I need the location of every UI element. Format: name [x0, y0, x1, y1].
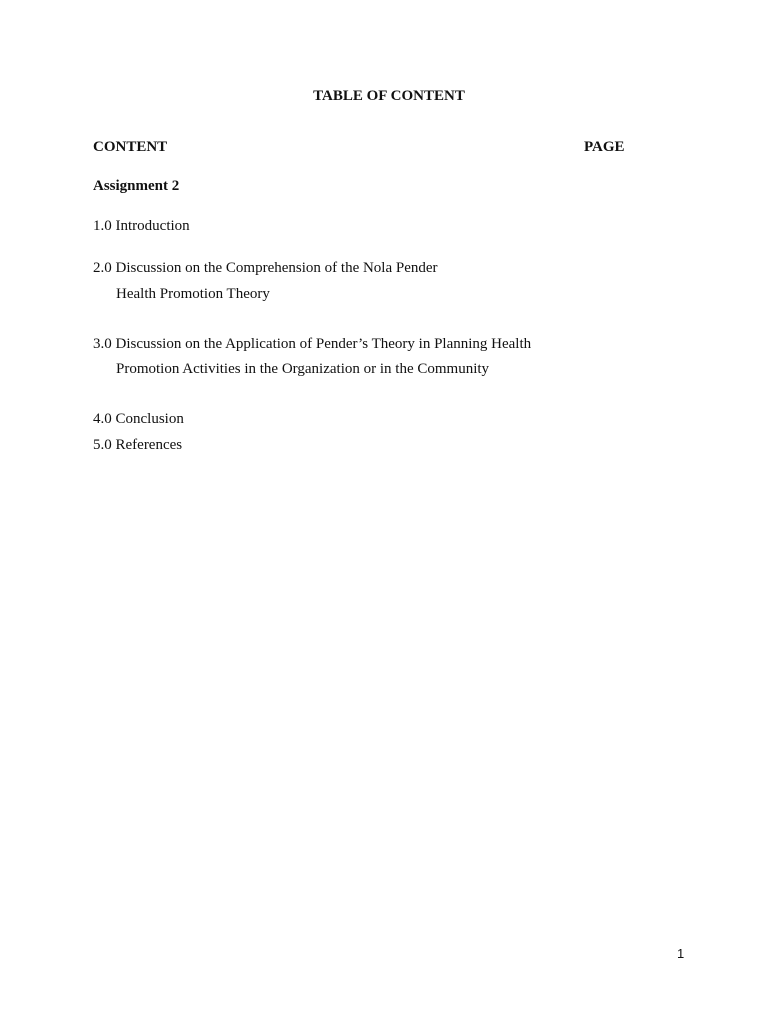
page-number: 1: [677, 946, 685, 961]
toc-entry-text: 2.0 Discussion on the Comprehension of the Nola Pender: [93, 260, 438, 276]
content-column-header: CONTENT: [93, 139, 168, 155]
toc-entry-continuation: Promotion Activities in the Organization or in the Community: [116, 361, 490, 377]
toc-entry-text: 5.0 References: [93, 437, 183, 453]
toc-entry-text: 3.0 Discussion on the Application of Pender’s Theory in Planning Health: [93, 336, 532, 352]
toc-entry-introduction: [93, 216, 190, 236]
toc-entry-comprehension: [93, 258, 438, 304]
toc-entry-application: [93, 334, 531, 379]
toc-entry-conclusion: [93, 409, 184, 429]
toc-title: TABLE OF CONTENT: [313, 88, 465, 104]
section-heading: Assignment 2: [93, 178, 180, 194]
page-column-header: PAGE: [584, 139, 625, 155]
toc-entry-text: 4.0 Conclusion: [93, 411, 184, 427]
toc-entry-text: 1.0 Introduction: [93, 218, 190, 234]
toc-entry-references: [93, 435, 182, 455]
toc-entry-continuation: Health Promotion Theory: [116, 286, 270, 302]
